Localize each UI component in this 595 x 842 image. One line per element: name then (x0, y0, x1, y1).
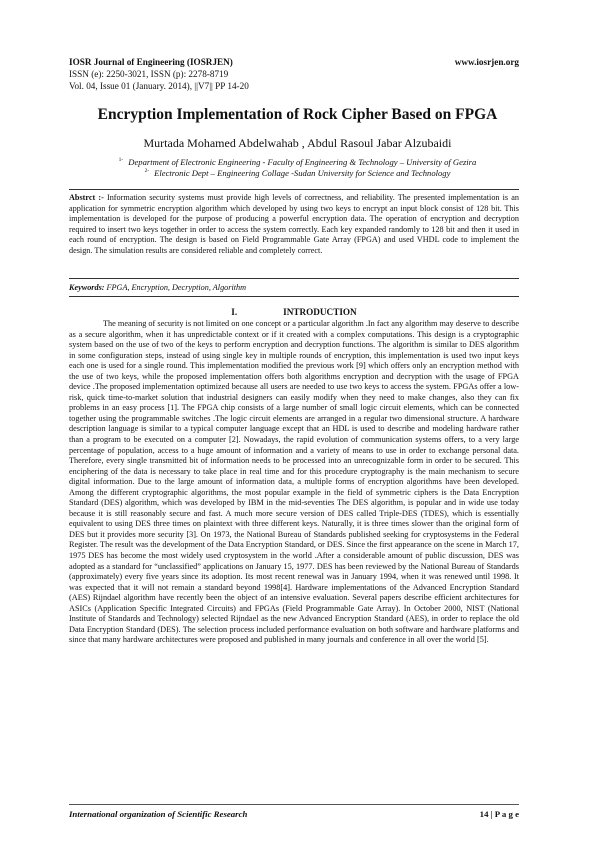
abstract-text: Information security systems must provide high levels of correctness, and reliability. The presented implementation is an application for symmetric encryption algorithm which developed by using two keys to encrypt an input block consist of 128 bit. This implementation is developed for the purpose of producing a powerful encryption data. The operation of encryption and decryption required to insert two keys together in order to access the system correctly. Each key expanded randomly to 128 bit and then it used in each round of encryption. The design is based on Field Programmable Gate Array (FPGA) and used VHDL code to implement the design. The simulation results are considered reliable and completely correct. (69, 193, 519, 255)
affiliation-2-text: Electronic Dept – Engineering Collage -Sudan University for Science and Technology (154, 168, 451, 178)
journal-name: IOSR Journal of Engineering (IOSRJEN) (69, 57, 233, 67)
page-footer (69, 804, 519, 819)
section-heading (69, 307, 519, 318)
keywords-text: FPGA, Encryption, Decryption, Algorithm (106, 283, 246, 292)
journal-website[interactable]: www.iosrjen.org (454, 57, 519, 67)
journal-header (69, 56, 519, 92)
affiliation-2-mark: 2- (144, 168, 150, 174)
section-title: INTRODUCTION (283, 307, 357, 317)
abstract-label: Abstrct :- (69, 193, 104, 202)
section-number: I. (231, 307, 238, 317)
abstract (69, 193, 519, 257)
affiliation-2 (60, 166, 535, 178)
keywords-label: Keywords: (69, 283, 105, 292)
keywords-rule (69, 296, 519, 297)
page-number: 14 | P a g e (479, 809, 519, 819)
keywords (69, 283, 519, 293)
abstract-top-rule (69, 189, 519, 190)
paper-authors: Murtada Mohamed Abdelwahab , Abdul Rasoul Jabar Alzubaidi (143, 136, 452, 150)
footer-organization: International organization of Scientific Research (69, 809, 248, 819)
affiliation-1-text: Department of Electronic Engineering - Faculty of Engineering & Technology – University of Gezira (128, 157, 477, 167)
paper-title: Encryption Implementation of Rock Cipher Based on FPGA (97, 106, 498, 123)
affiliation-1-mark: 1- (118, 157, 124, 163)
journal-issn: ISSN (e): 2250-3021, ISSN (p): 2278-8719 (69, 69, 229, 79)
journal-volume: Vol. 04, Issue 01 (January. 2014), ||V7|| PP 14-20 (69, 81, 249, 91)
introduction-body: The meaning of security is not limited on one concept or a particular algorithm .In fact any algorithm may deserve to describe as a secure algorithm, when it has unpredictable context or if it created with a complex computations. This design is a cryptographic system based on the use of two of the keys to perform encryption and decryption functions. The algorithm is similar to DES algorithm in some configuration steps, instead of using single key in multiple rounds of encryption, this implementation is used two input keys each one is used for a single round. This implementation modified the previous work [9] which offers only an encryption method with the use of two keys, while the proposed implementation offers both algorithms encryption and decryption with the usage of FPGA device .The proposed implementation optimized because all users are needed to use two keys to access the system. FPGAs offer a low-risk, quick time-to-market solution that industrial designers can easily modify when they need to make changes, also they can fix problems in an easy process [1]. The FPGA chip consists of a large number of small logic circuit elements, which can be connected together using the programmable switches .The logic circuit elements are arranged in a regular two dimensional structure. A hardware description language is similar to a typical computer language except that an HDL is used to describe and modeling hardware rather than a program to be executed on a computer [2]. Nowadays, the rapid evolution of communication systems offers, to a very large percentage of population, access to a huge amount of information and a variety of means to use in order to exchange personal data. Therefore, every single transmitted bit of information needs to be processed into an unrecognizable form in order to be secured. This enciphering of the data is necessary to take place in real time and for this procedure cryptography is the main mechanism to secure digital information. Due to the large amount of information data, a multiple forms of encryption algorithms have been developed. Among the different cryptographic algorithms, the most popular example in the field of symmetric ciphers is the Data Encryption Standard (DES) algorithm, which was developed by IBM in the mid-seventies The DES algorithm, is popular and in wide use today because it is still reasonably secure and fast. A much more secure version of DES called Triple-DES (TDES), which is essentially equivalent to using DES three times on plaintext with three different keys. Naturally, it is three times slower than the original form of DES but it provides more security [3]. On 1973, the National Bureau of Standards published seeking for cryptosystems in the Federal Register. The result was the development of the Data Encryption Standard, or DES. Since the first appearance on the scene in March 17, 1975 DES has become the most widely used cryptosystem in the world .After a considerable amount of public discussion, DES was adopted as a standard for “unclassified” applications on January 15, 1977. DES has been reviewed by the National Bureau of Standards (approximately) every five years since its adoption. Its most recent renewal was in January 1994, when it was renewed until 1998. It was expected that it will not remain a standard beyond 1998[4]. Hardware implementations of the Advanced Encryption Standard (AES) Rijndael algorithm have recently been the object of an intensive evaluation. Several papers describe efficient architectures for ASICs (Application Specific Integrated Circuits) and FPGAs (Field Programmable Gate Array). In October 2000, NIST (National Institute of Standards and Technology) selected Rijndael as the new Advanced Encryption Standard (AES), in order to replace the old Data Encryption Standard (DES). The selection process included performance evaluation on both software and hardware platforms and since that many hardware architectures were proposed and published in many journals and conference in all over the world [5]. (69, 319, 519, 645)
abstract-bottom-rule (69, 278, 519, 279)
